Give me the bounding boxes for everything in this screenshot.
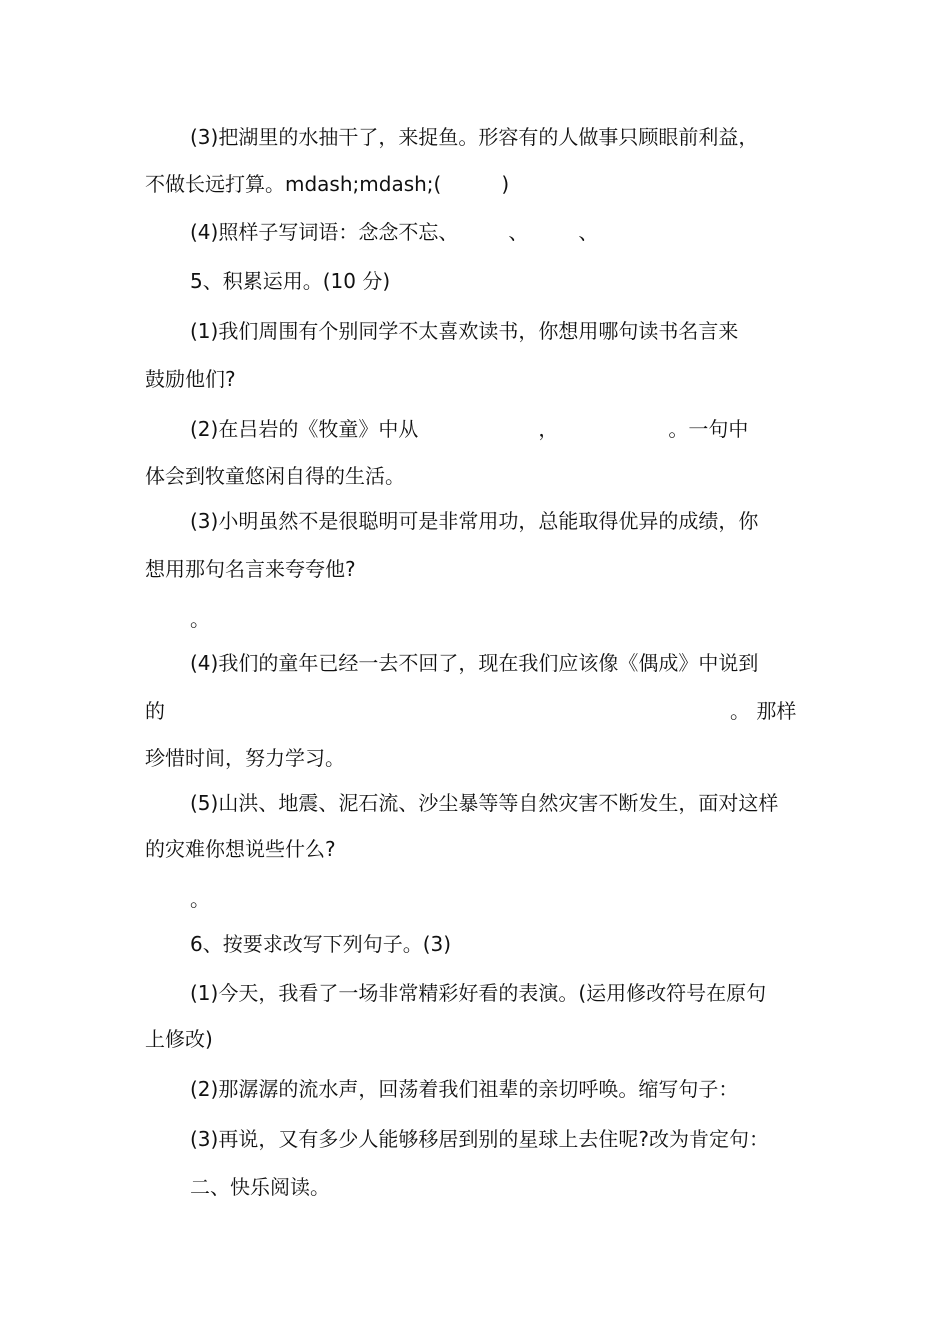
text-line: 鼓励他们?	[145, 367, 236, 391]
text-line: 想用那句名言来夸夸他?	[145, 557, 356, 581]
text-line: 上修改)	[145, 1027, 213, 1051]
section-heading: 5、积累运用。(10 分)	[190, 269, 391, 293]
text-line: 体会到牧童悠闲自得的生活。	[145, 464, 405, 488]
text-line: 珍惜时间，努力学习。	[145, 746, 345, 770]
section-heading: 6、按要求改写下列句子。(3)	[190, 932, 452, 956]
section-heading: 二、快乐阅读。	[190, 1175, 330, 1199]
text-line: (4)我们的童年已经一去不回了，现在我们应该像《偶成》中说到	[190, 651, 759, 675]
text-line: 。 那样	[730, 699, 797, 723]
text-line: (3)小明虽然不是很聪明可是非常用功，总能取得优异的成绩，你	[190, 509, 759, 533]
text-line: (1)我们周围有个别同学不太喜欢读书，你想用哪句读书名言来	[190, 319, 739, 343]
answer-blank-end: 。	[190, 607, 210, 631]
text-line: (2)那潺潺的流水声，回荡着我们祖辈的亲切呼唤。缩写句子：	[190, 1077, 739, 1101]
text-line: 的	[145, 699, 165, 723]
text-line: (4)照样子写词语：念念不忘、 、 、	[190, 220, 599, 244]
text-line: (3)把湖里的水抽干了，来捉鱼。形容有的人做事只顾眼前利益，	[190, 125, 759, 149]
text-line: (5)山洪、地震、泥石流、沙尘暴等等自然灾害不断发生，面对这样	[190, 791, 779, 815]
text-line: (1)今天，我看了一场非常精彩好看的表演。(运用修改符号在原句	[190, 981, 767, 1005]
text-line: 的灾难你想说些什么?	[145, 837, 336, 861]
text-line: (2)在吕岩的《牧童》中从 ， 。一句中	[190, 417, 749, 441]
text-line: 不做长远打算。mdash;mdash;( )	[145, 172, 510, 196]
text-line: (3)再说，又有多少人能够移居到别的星球上去住呢?改为肯定句：	[190, 1127, 769, 1151]
answer-blank-end: 。	[190, 887, 210, 911]
